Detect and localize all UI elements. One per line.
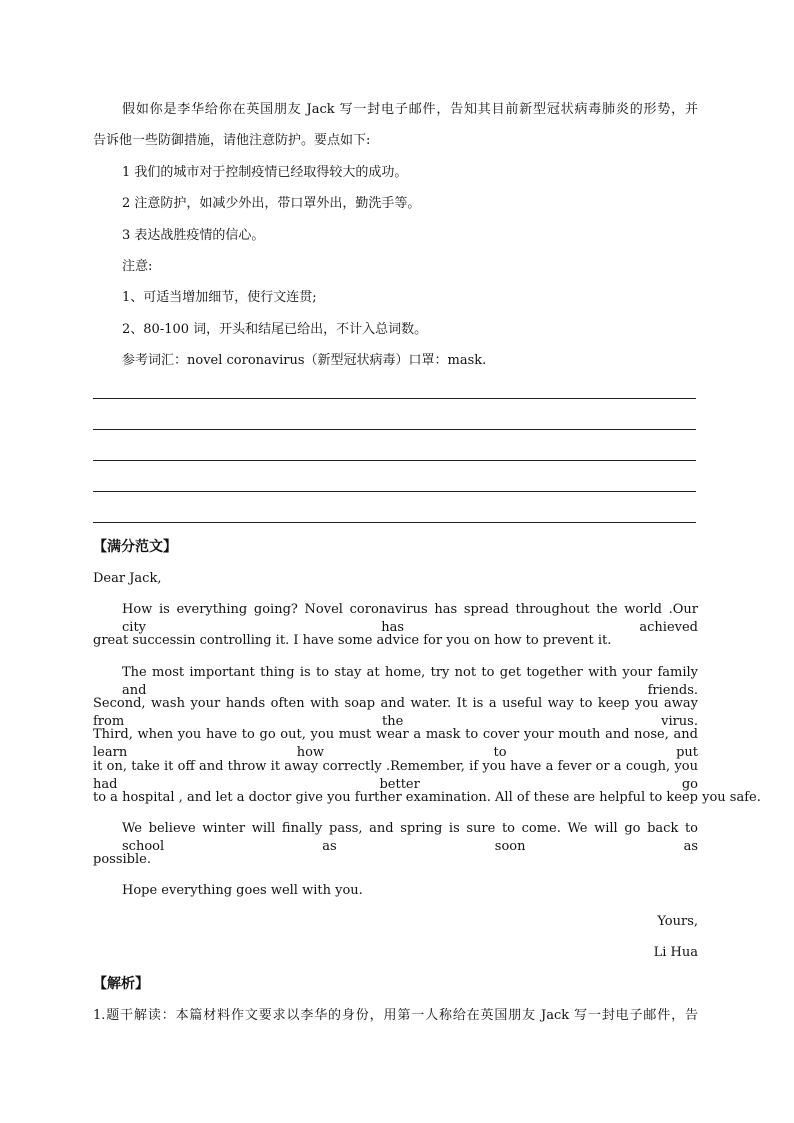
essay-paragraph-3-line-1: We believe winter will finally pass, and spring is sure to come. We will go back to school as soon as — [122, 821, 698, 854]
prompt-point-2: 2 注意防护，如减少外出，带口罩外出，勤洗手等。 — [122, 196, 421, 211]
prompt-point-3: 3 表达战胜疫情的信心。 — [122, 228, 265, 243]
note-label: 注意: — [122, 259, 153, 274]
analysis-heading: 【解析】 — [93, 976, 149, 992]
essay-paragraph-2-line-1: The most important thing is to stay at home, try not to get together with your family and friends. — [122, 665, 698, 698]
writing-line — [93, 491, 696, 492]
analysis-line-1: 1.题干解读：本篇材料作文要求以李华的身份，用第一人称给在英国朋友 Jack 写一封电子邮件，告 — [93, 1008, 698, 1023]
vocabulary-hint: 参考词汇：novel coronavirus（新型冠状病毒）口罩：mask. — [122, 353, 487, 368]
writing-line — [93, 522, 696, 523]
essay-closing: Yours, — [657, 914, 698, 929]
essay-paragraph-1-line-1: How is everything going? Novel coronavirus has spread throughout the world .Our city has achieved — [122, 602, 698, 635]
essay-paragraph-1-line-2: great successin controlling it. I have some advice for you on how to prevent it. — [93, 633, 612, 648]
writing-line — [93, 460, 696, 461]
essay-signature: Li Hua — [653, 945, 698, 960]
prompt-point-1: 1 我们的城市对于控制疫情已经取得较大的成功。 — [122, 165, 408, 180]
essay-paragraph-3-line-2: possible. — [93, 852, 151, 867]
note-2: 2、80-100 词，开头和结尾已给出，不计入总词数。 — [122, 322, 428, 337]
essay-greeting: Dear Jack, — [93, 571, 162, 586]
prompt-intro-line-1: 假如你是李华给你在英国朋友 Jack 写一封电子邮件，告知其目前新型冠状病毒肺炎的形势，并 — [122, 102, 698, 117]
prompt-intro-line-2: 告诉他一些防御措施，请他注意防护。要点如下: — [93, 133, 371, 148]
essay-paragraph-4: Hope everything goes well with you. — [122, 883, 363, 898]
essay-paragraph-2-line-5: to a hospital , and let a doctor give you further examination. All of these are helpful to keep you safe. — [93, 790, 761, 805]
essay-paragraph-2-line-2: Second, wash your hands often with soap and water. It is a useful way to keep you away from the virus. — [93, 696, 698, 729]
note-1: 1、可适当增加细节，使行文连贯; — [122, 290, 317, 305]
writing-line — [93, 429, 696, 430]
writing-line — [93, 398, 696, 399]
essay-paragraph-2-line-4: it on, take it off and throw it away correctly .Remember, if you have a fever or a cough, you had better go — [93, 759, 698, 792]
model-essay-heading: 【满分范文】 — [93, 539, 177, 555]
essay-paragraph-2-line-3: Third, when you have to go out, you must wear a mask to cover your mouth and nose, and learn how to put — [93, 727, 698, 760]
